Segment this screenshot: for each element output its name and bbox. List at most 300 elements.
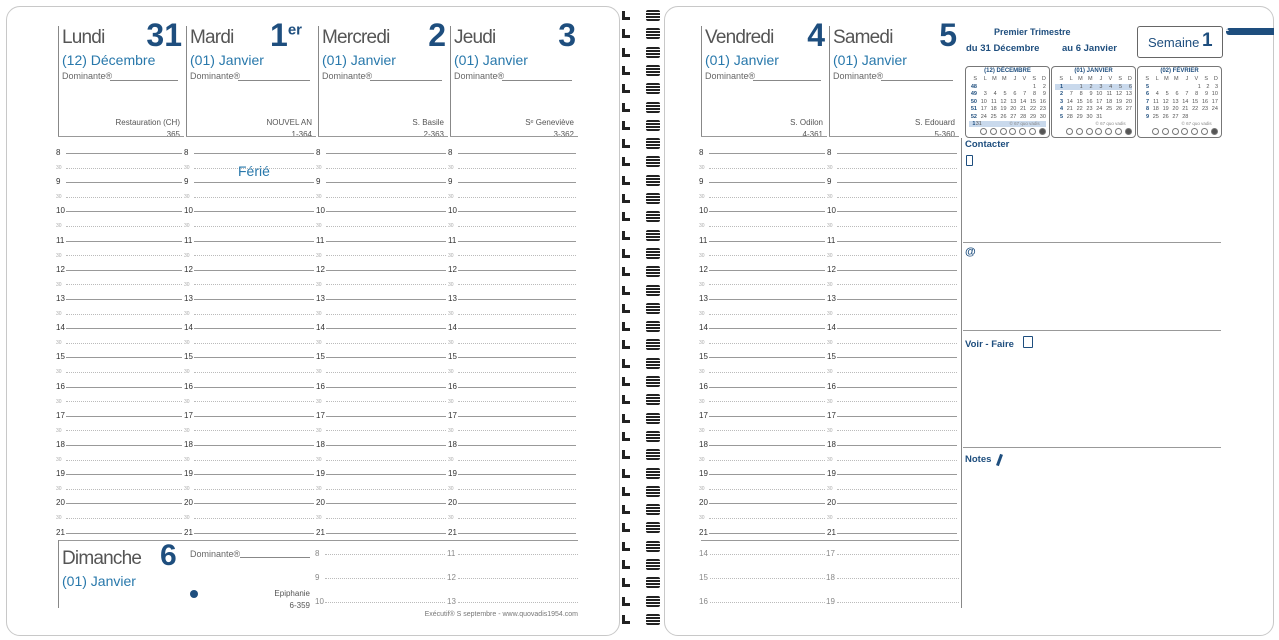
mini-calendar-dots [1152, 128, 1218, 135]
day-cell: 25 [1152, 113, 1159, 120]
left-hour-line[interactable] [194, 182, 314, 183]
right-half-line[interactable] [709, 226, 825, 227]
right-hour-label: 14 [699, 323, 708, 333]
day-cell: 7 [1023, 91, 1027, 98]
left-hour-label: 10 [56, 206, 65, 216]
left-half-line[interactable] [458, 168, 576, 169]
right-half-line[interactable] [709, 489, 825, 490]
left-hour-line[interactable] [458, 270, 576, 271]
ring-right-icon [646, 522, 660, 533]
right-half-line[interactable] [837, 489, 957, 490]
left-col-2-dominante-line [370, 80, 442, 81]
left-half-label: 30 [184, 486, 190, 493]
left-hour-label: 17 [316, 410, 325, 420]
sunday-hour-line[interactable] [458, 578, 578, 579]
right-hour-label: 21 [827, 527, 836, 537]
weekday: L [1155, 76, 1159, 82]
left-half-line[interactable] [458, 197, 576, 198]
left-hour-line[interactable] [326, 270, 446, 271]
left-half-line[interactable] [326, 401, 446, 402]
left-hour-line[interactable] [326, 445, 446, 446]
left-half-label: 30 [184, 427, 190, 434]
right-hour-line[interactable] [837, 474, 957, 475]
day-cell: 8 [1079, 91, 1083, 98]
left-hour-line[interactable] [66, 241, 182, 242]
left-half-label: 30 [448, 340, 454, 347]
sunday-hour-line[interactable] [458, 554, 578, 555]
left-half-line[interactable] [458, 343, 576, 344]
right-hour-line[interactable] [709, 503, 825, 504]
right-hour-line[interactable] [837, 328, 957, 329]
left-half-line[interactable] [194, 197, 314, 198]
spiral-ring [620, 303, 664, 315]
left-hour-line[interactable] [458, 241, 576, 242]
right-hour-line[interactable] [837, 387, 957, 388]
week-tab-number: 1 [1225, 26, 1229, 33]
right-hour-label: 12 [827, 264, 836, 274]
left-half-label: 30 [56, 457, 62, 463]
right-hour-line[interactable] [837, 416, 957, 417]
right-half-line[interactable] [837, 460, 957, 461]
spiral-ring [620, 193, 664, 205]
right-hour-line[interactable] [837, 533, 957, 534]
day-cell: 24 [1211, 106, 1218, 113]
left-hour-line[interactable] [194, 357, 314, 358]
right-extra-hour-line[interactable] [837, 578, 959, 579]
left-hour-line[interactable] [66, 503, 182, 504]
weekday: M [1087, 76, 1093, 82]
ring-right-icon [646, 102, 660, 113]
left-col-1-header-divider [186, 26, 187, 136]
left-half-line[interactable] [326, 343, 446, 344]
right-half-line[interactable] [837, 284, 957, 285]
left-hour-label: 16 [184, 381, 193, 391]
right-hour-line[interactable] [837, 270, 957, 271]
dot-icon [1086, 128, 1093, 135]
mini-calendar-row [1141, 114, 1218, 120]
sunday-hour-line[interactable] [325, 554, 445, 555]
left-hour-line[interactable] [66, 299, 182, 300]
left-half-line[interactable] [458, 372, 576, 373]
right-half-line[interactable] [837, 255, 957, 256]
right-hour-label: 15 [699, 352, 708, 362]
right-half-line[interactable] [837, 518, 957, 519]
spiral-ring [620, 120, 664, 132]
right-half-line[interactable] [709, 430, 825, 431]
left-hour-line[interactable] [194, 533, 314, 534]
left-hour-line[interactable] [194, 153, 314, 154]
right-half-line[interactable] [709, 401, 825, 402]
left-col-0-saint: Restauration (CH) [115, 118, 180, 127]
week-number: 5 [1145, 84, 1149, 90]
left-half-line[interactable] [458, 460, 576, 461]
left-hour-label: 19 [184, 469, 193, 479]
weekday: D [1041, 76, 1046, 82]
left-half-line[interactable] [458, 401, 576, 402]
right-hour-line[interactable] [837, 182, 957, 183]
left-hour-line[interactable] [66, 211, 182, 212]
left-col-2-saint: S. Basile [412, 118, 444, 127]
left-col-2-header-bottom [318, 136, 448, 137]
right-half-line[interactable] [837, 401, 957, 402]
holiday-label: Férié [238, 163, 270, 179]
left-hour-line[interactable] [194, 474, 314, 475]
right-half-label: 30 [827, 311, 833, 317]
right-hour-line[interactable] [837, 299, 957, 300]
right-extra-hour-line[interactable] [710, 554, 825, 555]
day-cell: 17 [1211, 98, 1218, 105]
ring-right-icon [646, 376, 660, 387]
left-half-line[interactable] [326, 518, 446, 519]
left-hour-line[interactable] [458, 416, 576, 417]
clipboard-icon [1023, 336, 1033, 348]
left-hour-line[interactable] [66, 474, 182, 475]
left-hour-line[interactable] [326, 153, 446, 154]
left-col-1-day-number-suffix: er [287, 21, 302, 39]
right-half-label: 30 [827, 486, 833, 493]
left-hour-line[interactable] [66, 416, 182, 417]
dot-icon [1201, 128, 1208, 135]
day-cell [1126, 121, 1132, 126]
left-half-line[interactable] [458, 430, 576, 431]
right-extra-hour-line[interactable] [837, 554, 959, 555]
day-cell [1150, 84, 1158, 90]
right-hour-line[interactable] [709, 416, 825, 417]
dot-icon [1009, 128, 1016, 135]
left-half-line[interactable] [326, 314, 446, 315]
day-cell [999, 84, 1007, 90]
left-half-line[interactable] [66, 489, 182, 490]
right-hour-line[interactable] [709, 153, 825, 154]
sunday-hour-line[interactable] [458, 602, 578, 603]
left-hour-label: 12 [448, 264, 457, 274]
left-half-line[interactable] [194, 489, 314, 490]
right-hour-line[interactable] [709, 387, 825, 388]
sunday-hour-line[interactable] [325, 578, 445, 579]
left-hour-label: 19 [448, 469, 457, 479]
left-hour-line[interactable] [326, 533, 446, 534]
left-hour-line[interactable] [194, 211, 314, 212]
mini-calendar-weekdays [1055, 76, 1132, 82]
ring-right-icon [646, 321, 660, 332]
left-hour-line[interactable] [194, 241, 314, 242]
right-hour-label: 16 [699, 381, 708, 391]
left-hour-line[interactable] [326, 328, 446, 329]
left-hour-line[interactable] [458, 328, 576, 329]
left-half-line[interactable] [458, 314, 576, 315]
left-hour-line[interactable] [326, 299, 446, 300]
left-hour-line[interactable] [458, 299, 576, 300]
email-label: @ [965, 246, 976, 258]
left-half-line[interactable] [326, 284, 446, 285]
left-half-line[interactable] [194, 343, 314, 344]
left-half-line[interactable] [194, 284, 314, 285]
left-hour-line[interactable] [326, 241, 446, 242]
left-half-line[interactable] [66, 343, 182, 344]
sunday-top-line [58, 540, 578, 541]
left-hour-line[interactable] [458, 153, 576, 154]
left-half-line[interactable] [458, 489, 576, 490]
left-hour-line[interactable] [458, 211, 576, 212]
left-half-line[interactable] [66, 314, 182, 315]
right-hour-line[interactable] [837, 211, 957, 212]
day-cell [1018, 84, 1026, 90]
day-cell [1212, 121, 1218, 126]
left-half-line[interactable] [194, 314, 314, 315]
left-half-line[interactable] [66, 284, 182, 285]
right-half-line[interactable] [709, 255, 825, 256]
left-half-line[interactable] [66, 430, 182, 431]
left-hour-line[interactable] [194, 299, 314, 300]
left-half-line[interactable] [326, 460, 446, 461]
ring-left-icon [622, 48, 630, 57]
left-half-line[interactable] [194, 226, 314, 227]
right-extra-hour-line[interactable] [837, 602, 959, 603]
left-hour-label: 21 [56, 527, 65, 537]
day-cell [979, 84, 987, 90]
right-hour-line[interactable] [709, 270, 825, 271]
ring-left-icon [622, 212, 630, 221]
right-col-0-day-name: Vendredi [705, 27, 774, 48]
left-half-label: 30 [56, 252, 62, 259]
day-cell [1008, 84, 1016, 90]
right-hour-line[interactable] [709, 182, 825, 183]
left-hour-line[interactable] [66, 270, 182, 271]
left-hour-label: 20 [448, 498, 457, 508]
weekday: V [1022, 76, 1027, 82]
left-half-line[interactable] [326, 489, 446, 490]
right-half-line[interactable] [709, 460, 825, 461]
right-half-line[interactable] [709, 168, 825, 169]
mini-calendar-row [969, 84, 1046, 90]
left-hour-line[interactable] [458, 474, 576, 475]
left-hour-line[interactable] [194, 328, 314, 329]
left-half-line[interactable] [66, 255, 182, 256]
left-hour-line[interactable] [194, 503, 314, 504]
left-hour-line[interactable] [326, 387, 446, 388]
left-half-line[interactable] [66, 168, 182, 169]
right-half-line[interactable] [709, 314, 825, 315]
right-extra-hour-label: 14 [699, 549, 708, 558]
right-half-line[interactable] [709, 372, 825, 373]
ring-left-icon [622, 176, 630, 185]
ring-left-icon [622, 597, 630, 606]
dot-icon [1125, 128, 1132, 135]
left-hour-line[interactable] [326, 503, 446, 504]
right-hour-line[interactable] [837, 445, 957, 446]
day-cell [1200, 114, 1208, 120]
day-cell: 15 [1029, 98, 1037, 105]
right-hour-line[interactable] [837, 503, 957, 504]
left-hour-line[interactable] [458, 533, 576, 534]
weekday: M [1173, 76, 1179, 82]
left-half-line[interactable] [194, 518, 314, 519]
left-page [6, 6, 620, 636]
right-half-line[interactable] [709, 518, 825, 519]
left-hour-label: 11 [56, 235, 65, 245]
mini-calendar-row [1141, 106, 1218, 112]
left-half-line[interactable] [326, 430, 446, 431]
right-hour-line[interactable] [709, 533, 825, 534]
left-half-line[interactable] [194, 255, 314, 256]
left-hour-label: 9 [316, 177, 321, 187]
sunday-hour-label: 11 [447, 549, 456, 558]
right-extra-hour-line[interactable] [710, 602, 825, 603]
day-cell: 7 [1069, 91, 1073, 98]
dot-icon [980, 128, 987, 135]
left-half-line[interactable] [194, 430, 314, 431]
right-half-line[interactable] [709, 343, 825, 344]
spiral-ring [620, 248, 664, 260]
left-half-line[interactable] [458, 284, 576, 285]
left-half-line[interactable] [66, 460, 182, 461]
left-hour-line[interactable] [66, 387, 182, 388]
left-hour-line[interactable] [194, 416, 314, 417]
week-tab[interactable] [1226, 28, 1274, 35]
right-hour-line[interactable] [837, 153, 957, 154]
spiral-ring [620, 156, 664, 168]
right-half-label: 30 [827, 194, 833, 201]
right-half-label: 30 [827, 223, 833, 230]
left-hour-line[interactable] [66, 357, 182, 358]
day-cell: 15 [1076, 98, 1083, 105]
left-half-line[interactable] [66, 226, 182, 227]
left-hour-line[interactable] [66, 445, 182, 446]
left-hour-line[interactable] [66, 533, 182, 534]
left-half-line[interactable] [66, 197, 182, 198]
right-half-line[interactable] [837, 168, 957, 169]
right-hour-line[interactable] [709, 474, 825, 475]
left-half-label: 30 [448, 194, 454, 201]
left-col-0-header-divider [58, 26, 59, 136]
left-hour-line[interactable] [194, 387, 314, 388]
ring-left-icon [622, 66, 630, 75]
left-hour-line[interactable] [194, 445, 314, 446]
left-hour-line[interactable] [66, 153, 182, 154]
left-hour-line[interactable] [458, 445, 576, 446]
left-col-3-header-divider [450, 26, 451, 136]
left-hour-line[interactable] [458, 503, 576, 504]
left-col-1-day-code: 1-364 [291, 130, 312, 139]
left-col-1-dominante: Dominante® [190, 71, 241, 81]
right-hour-line[interactable] [709, 299, 825, 300]
right-extra-hour-line[interactable] [710, 578, 825, 579]
right-col-1-dominante-line [881, 80, 953, 81]
right-hour-line[interactable] [709, 445, 825, 446]
left-hour-line[interactable] [66, 182, 182, 183]
left-hour-line[interactable] [194, 270, 314, 271]
left-half-line[interactable] [66, 372, 182, 373]
day-cell: 18 [1106, 98, 1113, 105]
left-hour-label: 18 [316, 440, 325, 449]
right-half-line[interactable] [837, 372, 957, 373]
right-hour-label: 18 [699, 440, 708, 449]
left-half-line[interactable] [326, 226, 446, 227]
day-cell: 24 [980, 113, 987, 120]
right-half-line[interactable] [837, 343, 957, 344]
ring-right-icon [646, 175, 660, 186]
left-hour-line[interactable] [326, 357, 446, 358]
left-half-line[interactable] [194, 372, 314, 373]
left-half-line[interactable] [194, 460, 314, 461]
day-cell: 29 [1029, 113, 1037, 120]
left-col-3-header-bottom [450, 136, 578, 137]
left-col-0-month: (12) Décembre [62, 52, 156, 68]
ring-right-icon [646, 541, 660, 552]
left-hour-line[interactable] [326, 182, 446, 183]
mini-calendar-row [969, 106, 1046, 112]
left-half-label: 30 [448, 457, 454, 463]
left-hour-line[interactable] [66, 328, 182, 329]
ring-right-icon [646, 596, 660, 607]
left-half-line[interactable] [194, 401, 314, 402]
left-half-line[interactable] [66, 401, 182, 402]
left-hour-line[interactable] [326, 474, 446, 475]
left-hour-label: 12 [56, 264, 65, 274]
weekday: D [1213, 76, 1218, 82]
right-hour-line[interactable] [837, 241, 957, 242]
left-hour-line[interactable] [458, 357, 576, 358]
right-hour-line[interactable] [709, 241, 825, 242]
right-hour-line[interactable] [837, 357, 957, 358]
ring-left-icon [622, 395, 630, 404]
left-half-line[interactable] [458, 518, 576, 519]
right-half-line[interactable] [709, 197, 825, 198]
weekday: M [1001, 76, 1007, 82]
left-half-line[interactable] [458, 255, 576, 256]
right-half-line[interactable] [837, 197, 957, 198]
mini-calendar-row [969, 99, 1046, 105]
left-half-line[interactable] [326, 168, 446, 169]
right-half-label: 30 [699, 252, 705, 259]
ring-right-icon [646, 83, 660, 94]
left-hour-line[interactable] [326, 416, 446, 417]
right-half-line[interactable] [837, 430, 957, 431]
left-half-label: 30 [448, 165, 454, 171]
left-half-line[interactable] [326, 372, 446, 373]
weekday: J [1013, 76, 1017, 82]
left-hour-label: 13 [56, 294, 65, 303]
left-half-label: 30 [448, 398, 454, 405]
left-hour-label: 14 [316, 323, 325, 333]
sunday-hour-line[interactable] [325, 602, 445, 603]
left-half-line[interactable] [66, 518, 182, 519]
ring-right-icon [646, 156, 660, 167]
left-hour-label: 15 [316, 352, 325, 362]
week-number: 48 [970, 84, 977, 90]
left-hour-line[interactable] [458, 182, 576, 183]
left-hour-label: 9 [448, 177, 453, 187]
left-hour-line[interactable] [326, 211, 446, 212]
ring-right-icon [646, 431, 660, 442]
right-hour-line[interactable] [709, 211, 825, 212]
right-hour-line[interactable] [709, 357, 825, 358]
left-half-line[interactable] [326, 255, 446, 256]
right-col-1-header-divider [829, 26, 830, 136]
right-half-line[interactable] [837, 314, 957, 315]
right-half-line[interactable] [709, 284, 825, 285]
right-hour-line[interactable] [709, 328, 825, 329]
ring-right-icon [646, 120, 660, 131]
left-hour-line[interactable] [458, 387, 576, 388]
left-half-line[interactable] [458, 226, 576, 227]
right-half-line[interactable] [837, 226, 957, 227]
right-hour-label: 17 [699, 410, 708, 420]
right-half-label: 30 [827, 369, 833, 376]
mini-calendar-title: (01) JANVIER [1074, 68, 1113, 74]
left-half-line[interactable] [326, 197, 446, 198]
spiral-ring [620, 285, 664, 297]
